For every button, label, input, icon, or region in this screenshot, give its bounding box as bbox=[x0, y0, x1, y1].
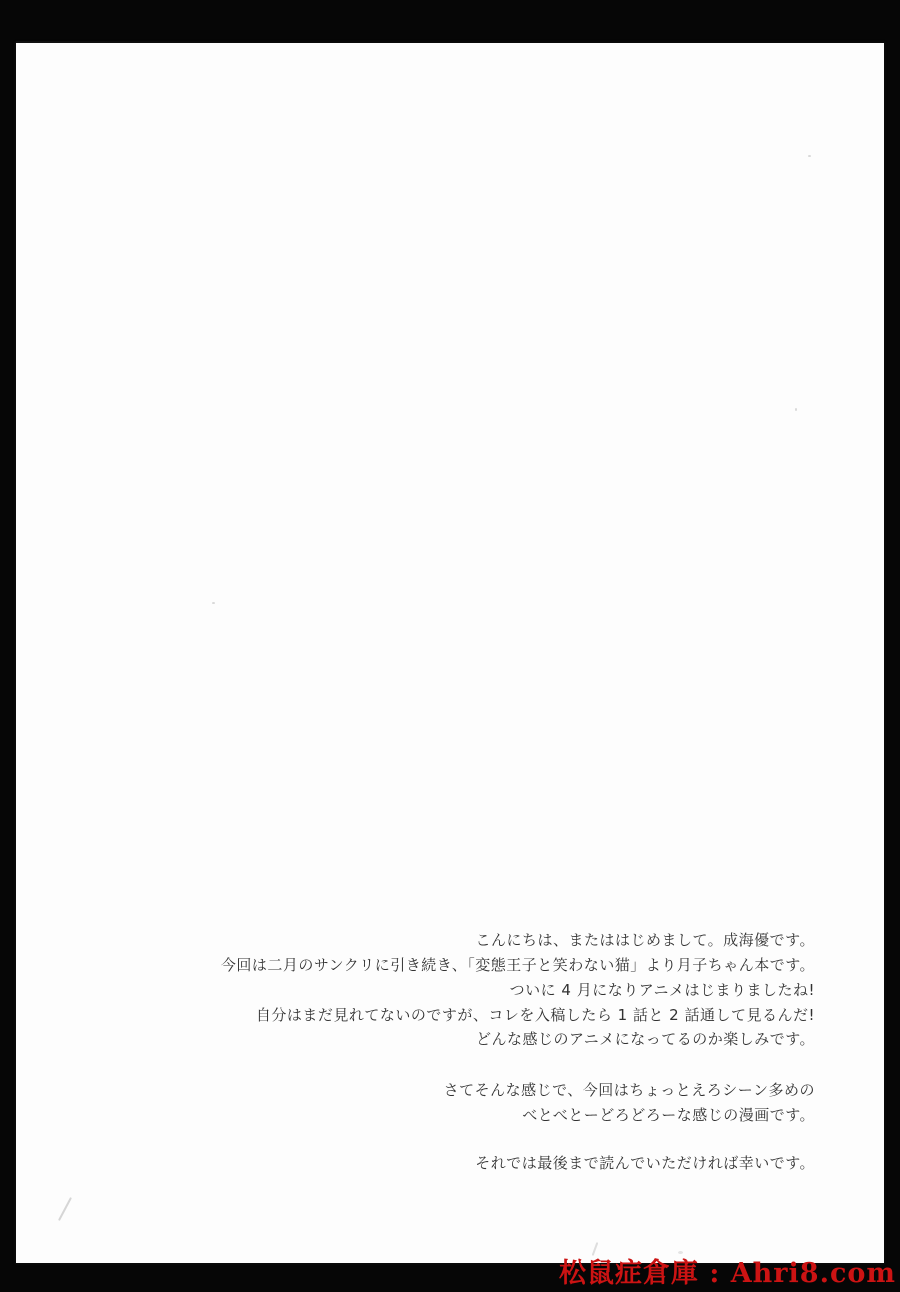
afterword-line: 自分はまだ見れてないのですが、コレを入稿したら 1 話と 2 話通して見るんだ! bbox=[255, 1006, 815, 1024]
scan-noise-speck bbox=[678, 1251, 683, 1254]
afterword-line: それでは最後まで読んでいただければ幸いです。 bbox=[475, 1154, 815, 1172]
afterword-line: こんにちは、またははじめまして。成海優です。 bbox=[475, 931, 815, 949]
scan-noise-speck bbox=[808, 155, 811, 157]
afterword-line: どんな感じのアニメになってるのか楽しみです。 bbox=[475, 1030, 815, 1048]
scan-edge-noise bbox=[16, 41, 416, 43]
scan-noise-speck bbox=[212, 602, 215, 604]
scan-noise-speck bbox=[795, 408, 797, 411]
afterword-line: さてそんな感じで、今回はちょっとえろシーン多めの bbox=[443, 1081, 815, 1099]
afterword-line: 今回は二月のサンクリに引き続き、「変態王子と笑わない猫」より月子ちゃん本です。 bbox=[220, 956, 815, 974]
afterword-line: ついに 4 月になりアニメはじまりましたね! bbox=[509, 981, 815, 999]
site-watermark: 松鼠症倉庫 : Ahri8.com bbox=[558, 1258, 896, 1289]
afterword-line: べとべとーどろどろーな感じの漫画です。 bbox=[522, 1106, 815, 1124]
